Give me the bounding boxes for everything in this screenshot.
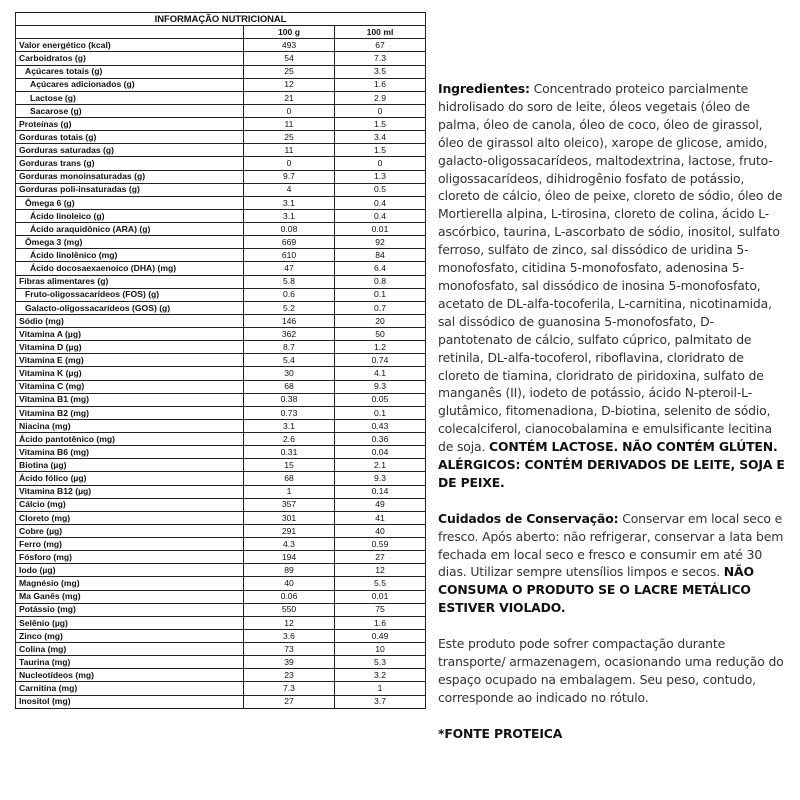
row-label: Iodo (µg) [16,564,244,577]
row-value-100g: 301 [244,511,335,524]
row-label: Vitamina C (mg) [16,380,244,393]
row-value-100ml: 0.5 [335,183,426,196]
row-value-100g: 2.6 [244,433,335,446]
row-value-100g: 0.38 [244,393,335,406]
row-value-100ml: 49 [335,498,426,511]
row-value-100ml: 1.5 [335,144,426,157]
table-title-row [16,13,426,26]
table-row [16,183,426,196]
row-label: Açúcares totais (g) [16,65,244,78]
table-title: INFORMAÇÃO NUTRICIONAL [16,13,426,26]
row-value-100ml: 0.74 [335,354,426,367]
table-row [16,524,426,537]
row-value-100ml: 3.5 [335,65,426,78]
table-row [16,275,426,288]
table-header-row [16,26,426,39]
table-row [16,433,426,446]
row-value-100ml: 40 [335,524,426,537]
row-value-100ml: 0.1 [335,406,426,419]
row-value-100g: 5.8 [244,275,335,288]
row-value-100ml: 3.2 [335,669,426,682]
row-label: Niacina (mg) [16,419,244,432]
row-value-100ml: 0.05 [335,393,426,406]
row-label: Sacarose (g) [16,104,244,117]
row-label: Vitamina D (µg) [16,341,244,354]
row-label: Ácido pantotênico (mg) [16,433,244,446]
row-value-100g: 27 [244,695,335,708]
row-value-100ml: 3.4 [335,131,426,144]
row-label: Vitamina A (µg) [16,328,244,341]
storage-warning: NÃO CONSUMA O PRODUTO SE O LACRE METÁLICO ESTIVER VIOLADO. [438,564,754,616]
row-value-100g: 0 [244,157,335,170]
row-label: Gorduras poli-insaturadas (g) [16,183,244,196]
row-label: Ácido docosaexaenoico (DHA) (mg) [16,262,244,275]
row-value-100g: 39 [244,656,335,669]
row-label: Vitamina E (mg) [16,354,244,367]
row-label: Ferro (mg) [16,538,244,551]
row-label: Vitamina B12 (µg) [16,485,244,498]
text-panel [438,80,788,760]
table-row [16,498,426,511]
row-value-100ml: 5.3 [335,656,426,669]
table-row [16,682,426,695]
row-label: Taurina (mg) [16,656,244,669]
table-row [16,52,426,65]
table-row [16,301,426,314]
row-label: Ma Ganês (mg) [16,590,244,603]
row-label: Lactose (g) [16,91,244,104]
row-value-100ml: 12 [335,564,426,577]
storage-heading: Cuidados de Conservação: [438,510,619,526]
row-value-100g: 68 [244,472,335,485]
row-label: Ácido araquidônico (ARA) (g) [16,223,244,236]
row-label: Cloreto (mg) [16,511,244,524]
row-value-100ml: 50 [335,328,426,341]
table-row [16,170,426,183]
table-row [16,643,426,656]
row-label: Fruto-oligossacarídeos (FOS) (g) [16,288,244,301]
row-value-100g: 8.7 [244,341,335,354]
row-value-100g: 362 [244,328,335,341]
row-value-100g: 15 [244,459,335,472]
table-row [16,393,426,406]
row-label: Ácido fólico (µg) [16,472,244,485]
row-value-100g: 11 [244,144,335,157]
row-value-100g: 40 [244,577,335,590]
table-row [16,419,426,432]
ingredients-heading: Ingredientes: [438,81,530,96]
row-label: Potássio (mg) [16,603,244,616]
row-value-100ml: 1 [335,682,426,695]
row-value-100ml: 0.59 [335,538,426,551]
row-value-100g: 68 [244,380,335,393]
table-row [16,472,426,485]
header-blank [16,26,244,39]
row-value-100g: 23 [244,669,335,682]
row-value-100ml: 41 [335,511,426,524]
table-row [16,288,426,301]
row-label: Sódio (mg) [16,314,244,327]
table-row [16,91,426,104]
table-row [16,538,426,551]
table-row [16,380,426,393]
row-value-100g: 12 [244,78,335,91]
row-label: Carboidratos (g) [16,52,244,65]
row-value-100ml: 1.5 [335,118,426,131]
row-value-100ml: 2.1 [335,459,426,472]
row-value-100ml: 1.3 [335,170,426,183]
row-label: Fibras alimentares (g) [16,275,244,288]
row-value-100g: 21 [244,91,335,104]
table-row [16,446,426,459]
row-value-100g: 669 [244,236,335,249]
table-row [16,603,426,616]
table-row [16,236,426,249]
table-row [16,354,426,367]
row-label: Vitamina K (µg) [16,367,244,380]
row-value-100ml: 5.5 [335,577,426,590]
header-100g: 100 g [244,26,335,39]
row-value-100g: 25 [244,65,335,78]
row-value-100ml: 9.3 [335,380,426,393]
row-value-100g: 11 [244,118,335,131]
row-value-100g: 12 [244,616,335,629]
row-label: Zinco (mg) [16,629,244,642]
row-value-100g: 0.73 [244,406,335,419]
row-label: Vitamina B2 (mg) [16,406,244,419]
row-label: Gorduras trans (g) [16,157,244,170]
header-100ml: 100 ml [335,26,426,39]
row-value-100ml: 92 [335,236,426,249]
row-value-100g: 0.06 [244,590,335,603]
table-row [16,314,426,327]
table-row [16,131,426,144]
row-value-100ml: 27 [335,551,426,564]
row-value-100g: 0.31 [244,446,335,459]
row-label: Cobre (µg) [16,524,244,537]
table-row [16,118,426,131]
row-value-100ml: 1.6 [335,616,426,629]
row-value-100ml: 0.4 [335,209,426,222]
row-label: Magnésio (mg) [16,577,244,590]
table-row [16,459,426,472]
row-value-100ml: 84 [335,249,426,262]
row-value-100g: 3.1 [244,419,335,432]
row-value-100g: 54 [244,52,335,65]
row-label: Vitamina B1 (mg) [16,393,244,406]
row-value-100g: 291 [244,524,335,537]
row-label: Ácido linoleico (g) [16,209,244,222]
row-value-100ml: 0.14 [335,485,426,498]
row-value-100ml: 0 [335,104,426,117]
table-row [16,196,426,209]
table-row [16,39,426,52]
row-value-100g: 3.6 [244,629,335,642]
row-value-100ml: 0 [335,157,426,170]
ingredients-warning: CONTÉM LACTOSE. NÃO CONTÉM GLÚTEN. ALÉRGICOS: CONTÉM DERIVADOS DE LEITE, SOJA E DE PEIXE. [438,439,785,490]
row-label: Ácido linolênico (mg) [16,249,244,262]
table-row [16,223,426,236]
row-value-100ml: 0.7 [335,301,426,314]
storage-paragraph [438,510,788,617]
table-row [16,511,426,524]
table-row [16,367,426,380]
row-value-100ml: 0.04 [335,446,426,459]
row-label: Biotina (µg) [16,459,244,472]
table-row [16,249,426,262]
nutrition-table-body [16,39,426,708]
row-value-100g: 493 [244,39,335,52]
row-value-100ml: 0.49 [335,629,426,642]
row-value-100g: 0 [244,104,335,117]
row-label: Vitamina B6 (mg) [16,446,244,459]
row-value-100g: 3.1 [244,196,335,209]
table-row [16,551,426,564]
table-row [16,629,426,642]
row-label: Gorduras saturadas (g) [16,144,244,157]
row-label: Gorduras totais (g) [16,131,244,144]
row-label: Ômega 6 (g) [16,196,244,209]
row-label: Colina (mg) [16,643,244,656]
row-value-100g: 5.4 [244,354,335,367]
row-value-100g: 30 [244,367,335,380]
row-value-100ml: 0.36 [335,433,426,446]
row-value-100g: 0.6 [244,288,335,301]
table-row [16,144,426,157]
row-value-100ml: 10 [335,643,426,656]
ingredients-text: Concentrado proteico parcialmente hidrolisado do soro de leite, óleos vegetais (óleo de palma, óleo de canola, óleo de coco, óleo de girassol, óleo de girassol alto oleico), xarope de glicose, amido, galacto-oligossacarídeos, maltodextrina, lactose, fruto-oligossacarídeos, dihidrogênio fosfato de potássio, cloreto de cálcio, óleo de peixe, cloreto de sódio, óleo de Mortierella alpina, L-tirosina, cloreto de colina, ácido L-ascórbico, taurina, L-ascorbato de sódio, inositol, sulfato ferroso, sulfato de zinco, sal dissódico de uridina 5-monofosfato, citidina 5-monofosfato, adenosina 5-monofosfato, sal dissódico de inosina 5-monofosfato, acetato de DL-alfa-tocoferila, L-carnitina, nicotinamida, sal dissódico de guanosina 5-monofosfato, D-pantotenato de cálcio, sulfato cúprico, palmitato de retinila, DL-alfa-tocoferol, riboflavina, cloridrato de cloreto de tiamina, cloridrato de piridoxina, sulfato de manganês (II), iodeto de potássio, ácido N-pteroil-L-glutâmico, fitomenadiona, D-biotina, selenito de sódio, colecalciferol, cianocobalamina e emulsificante lecitina de soja. [438,81,783,455]
row-value-100g: 146 [244,314,335,327]
table-row [16,157,426,170]
row-value-100g: 7.3 [244,682,335,695]
table-row [16,78,426,91]
row-value-100ml: 0.43 [335,419,426,432]
row-value-100ml: 0.01 [335,590,426,603]
table-row [16,669,426,682]
row-label: Ômega 3 (mg) [16,236,244,249]
row-label: Selênio (µg) [16,616,244,629]
table-row [16,406,426,419]
table-row [16,590,426,603]
row-value-100g: 73 [244,643,335,656]
row-label: Cálcio (mg) [16,498,244,511]
row-value-100ml: 0.1 [335,288,426,301]
row-label: Proteínas (g) [16,118,244,131]
row-label: Açúcares adicionados (g) [16,78,244,91]
row-value-100ml: 4.1 [335,367,426,380]
table-row [16,577,426,590]
row-value-100ml: 0.01 [335,223,426,236]
footnote: *FONTE PROTEICA [438,725,563,741]
row-value-100g: 89 [244,564,335,577]
row-value-100g: 357 [244,498,335,511]
row-value-100ml: 9.3 [335,472,426,485]
row-value-100g: 4.3 [244,538,335,551]
table-row [16,209,426,222]
table-row [16,341,426,354]
row-value-100g: 5.2 [244,301,335,314]
table-row [16,695,426,708]
row-label: Nucleotídeos (mg) [16,669,244,682]
compaction-note: Este produto pode sofrer compactação durante transporte/ armazenagem, ocasionando uma redução do espaço ocupado na embalagem. Seu peso, contudo, corresponde ao indicado no rótulo. [438,636,784,705]
row-value-100ml: 1.2 [335,341,426,354]
row-value-100g: 1 [244,485,335,498]
table-row [16,65,426,78]
row-value-100g: 0.08 [244,223,335,236]
row-value-100g: 4 [244,183,335,196]
row-value-100g: 3.1 [244,209,335,222]
storage-text: Conservar em local seco e fresco. Após aberto: não refrigerar, conservar a lata bem fechada em local seco e fresco e consumir em até 30 dias. Utilizar sempre utensílios limpos e secos. [438,510,784,580]
row-label: Gorduras monoinsaturadas (g) [16,170,244,183]
table-row [16,262,426,275]
row-value-100g: 47 [244,262,335,275]
table-row [16,104,426,117]
row-value-100g: 610 [244,249,335,262]
row-label: Valor energético (kcal) [16,39,244,52]
row-label: Carnitina (mg) [16,682,244,695]
ingredients-paragraph [438,80,788,492]
row-value-100ml: 0.8 [335,275,426,288]
table-row [16,616,426,629]
nutrition-table [15,12,426,709]
table-row [16,656,426,669]
row-value-100ml: 7.3 [335,52,426,65]
row-value-100ml: 75 [335,603,426,616]
table-row [16,564,426,577]
row-value-100ml: 67 [335,39,426,52]
row-value-100ml: 6.4 [335,262,426,275]
row-value-100ml: 3.7 [335,695,426,708]
table-row [16,485,426,498]
row-value-100g: 9.7 [244,170,335,183]
row-value-100g: 25 [244,131,335,144]
row-label: Fósforo (mg) [16,551,244,564]
row-value-100ml: 0.4 [335,196,426,209]
row-value-100g: 550 [244,603,335,616]
table-row [16,328,426,341]
row-value-100ml: 20 [335,314,426,327]
row-value-100g: 194 [244,551,335,564]
row-value-100ml: 1.6 [335,78,426,91]
row-value-100ml: 2.9 [335,91,426,104]
row-label: Inositol (mg) [16,695,244,708]
row-label: Galacto-oligossacarídeos (GOS) (g) [16,301,244,314]
